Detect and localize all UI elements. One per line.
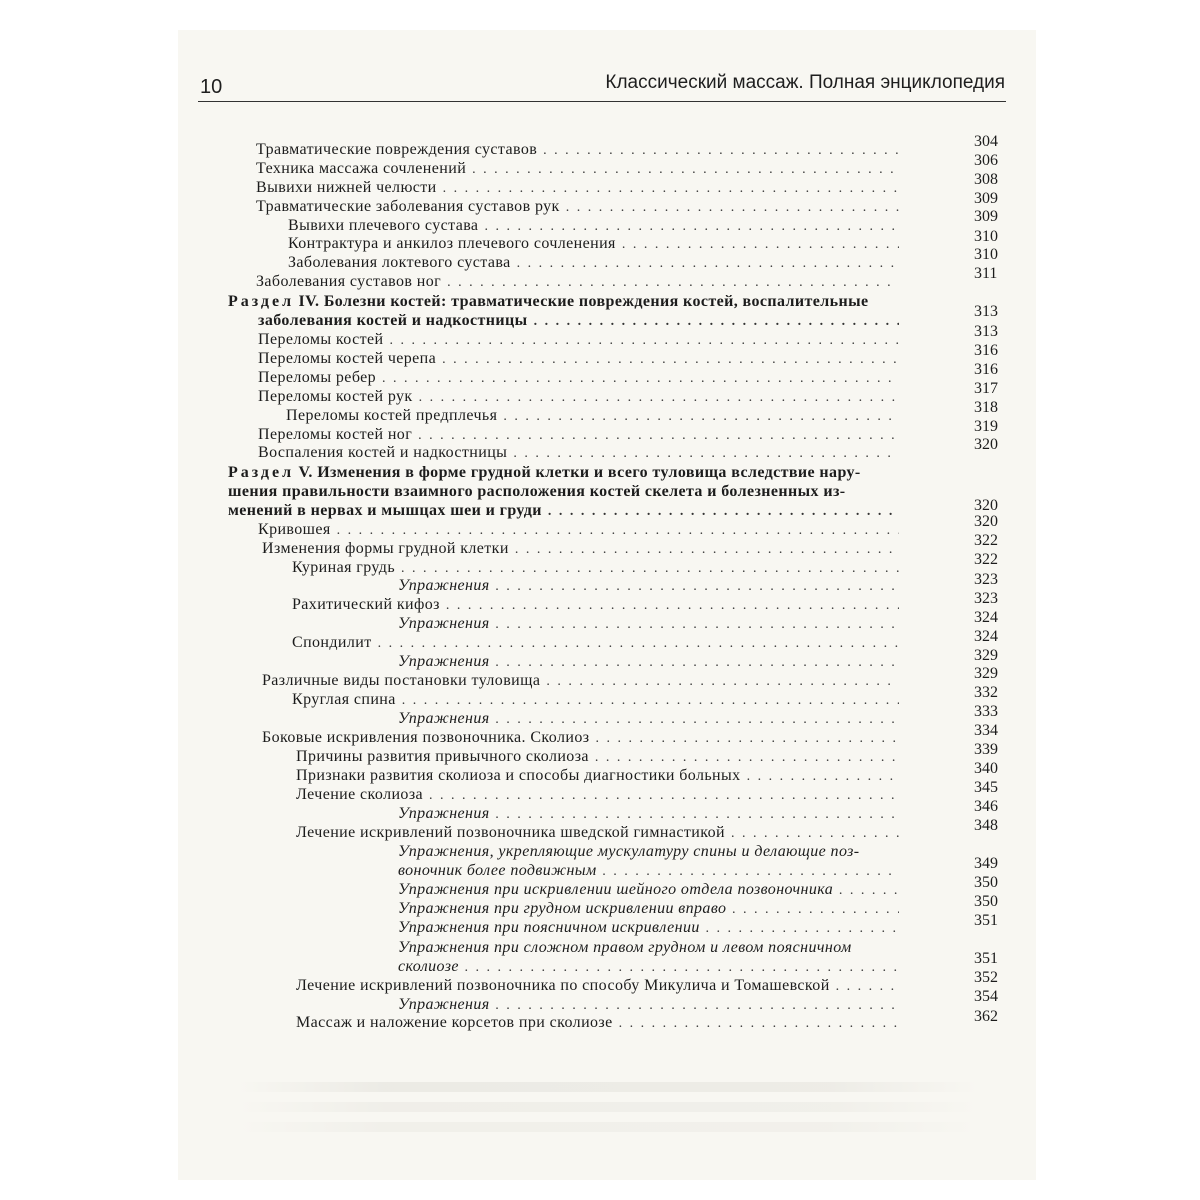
toc-entry-text: Причины развития привычного сколиоза: [296, 748, 589, 765]
dot-leader: [731, 824, 899, 842]
toc-page-number: 333: [974, 703, 998, 720]
toc-entry-title: [296, 976, 830, 995]
dot-leader: [382, 369, 899, 387]
section-label: Раздел: [228, 293, 295, 310]
toc-entry-text: Упражнения при грудном искривлении вправо: [398, 900, 727, 917]
section-label: Раздел: [228, 464, 295, 481]
toc-entry-text: Переломы костей: [258, 331, 384, 348]
toc-entry-title: [256, 197, 560, 216]
dot-leader: [566, 198, 899, 216]
toc-entry: [288, 216, 899, 235]
dot-leader: [496, 710, 899, 728]
toc-entry: [398, 938, 852, 957]
toc-page-number: 323: [974, 571, 998, 588]
toc-entry-title: [258, 425, 412, 444]
toc-entry-text: Вывихи плечевого сустава: [288, 217, 479, 234]
book-title: Классический массаж. Полная энциклопедия: [605, 72, 1005, 93]
toc-entry-title: [228, 464, 861, 481]
dot-leader: [747, 767, 899, 785]
toc-entry: [398, 861, 899, 880]
toc-entry: [288, 253, 899, 272]
toc-entry-title: [292, 558, 395, 577]
toc-entry: [262, 728, 899, 747]
dot-leader: [418, 426, 899, 444]
toc-entry-text: Переломы ребер: [258, 369, 377, 386]
dot-leader: [839, 881, 899, 899]
toc-page-number: 317: [974, 380, 998, 397]
toc-entry-text: Упражнения: [398, 615, 490, 632]
toc-entry: [398, 842, 860, 861]
toc-entry-title: [292, 690, 396, 709]
dot-leader: [836, 977, 899, 995]
toc-entry-title: [296, 1013, 613, 1032]
toc-entry: [296, 785, 899, 804]
toc-entry-title: [262, 728, 589, 747]
toc-entry-title: [296, 785, 423, 804]
dot-leader: [603, 862, 899, 880]
toc-page-number: 362: [974, 1008, 998, 1025]
toc-entry-text: Куриная грудь: [292, 559, 396, 576]
toc-entry-title: [296, 823, 725, 842]
toc-page-number: 306: [974, 152, 998, 169]
toc-entry-title: [296, 747, 589, 766]
toc-page-number: 309: [974, 190, 998, 207]
toc-entry-text: Контрактура и анкилоз плечевого сочленения: [288, 235, 616, 252]
dot-leader: [546, 672, 899, 690]
toc-entry: [296, 747, 899, 766]
toc-entry-title: [228, 293, 869, 310]
toc-entry-title: [398, 709, 490, 728]
toc-page-number: 345: [974, 779, 998, 796]
dot-leader: [619, 1014, 899, 1032]
toc-page-number: 310: [974, 228, 998, 245]
toc-entry-text: Упражнения: [398, 996, 490, 1013]
toc-entry: [228, 463, 861, 482]
toc-entry-text: Круглая спина: [292, 691, 396, 708]
toc-entry-title: [398, 939, 852, 956]
toc-entry-text: Упражнения, укрепляющие мускулатуру спины и делающие поз-: [398, 843, 860, 860]
toc-entry-title: [398, 804, 490, 823]
toc-entry: [228, 501, 899, 520]
toc-entry-title: [398, 843, 860, 860]
toc-entry-text: менений в нервах и мышцах шеи и груди: [228, 502, 542, 519]
dot-leader: [465, 958, 899, 976]
toc-page-number: 348: [974, 817, 998, 834]
toc-entry-text: заболевания костей и надкостницы: [258, 312, 528, 329]
toc-entry-title: [398, 880, 833, 899]
toc-entry-text: Переломы костей черепа: [258, 350, 437, 367]
toc-entry: [258, 520, 899, 539]
toc-entry-text: Воспаления костей и надкостницы: [258, 444, 508, 461]
dot-leader: [496, 805, 899, 823]
toc-entry-text: Упражнения при поясничном искривлении: [398, 919, 700, 936]
toc-entry-text: Переломы костей ног: [258, 426, 413, 443]
toc-entry-title: [258, 443, 507, 462]
toc-entry: [398, 880, 899, 899]
dot-leader: [496, 615, 899, 633]
dot-leader: [447, 273, 899, 291]
toc-entry: [296, 976, 899, 995]
toc-entry-text: Рахитический кифоз: [292, 596, 440, 613]
dot-leader: [378, 634, 899, 652]
toc-entry-title: [258, 349, 436, 368]
toc-entry-text: Кривошея: [258, 521, 331, 538]
toc-entry-title: [398, 576, 490, 595]
toc-entry-title: [262, 539, 509, 558]
toc-entry-title: [286, 406, 497, 425]
book-page: [178, 30, 1036, 1180]
dot-leader: [595, 729, 899, 747]
toc-entry-text: Массаж и наложение корсетов при сколиозе: [296, 1014, 613, 1031]
toc-entry-text: Упражнения: [398, 653, 490, 670]
dot-leader: [442, 350, 899, 368]
toc-entry-title: [258, 387, 413, 406]
dot-leader: [337, 521, 899, 539]
toc-entry: [292, 558, 899, 577]
toc-page-number: 350: [974, 874, 998, 891]
toc-entry: [398, 957, 899, 976]
toc-entry-title: [258, 330, 383, 349]
toc-entry-text: Переломы костей рук: [258, 388, 413, 405]
toc-entry: [256, 178, 899, 197]
toc-page-number: 324: [974, 609, 998, 626]
toc-entry-text: Травматические повреждения суставов: [256, 141, 538, 158]
toc-page-number: 311: [974, 265, 998, 282]
dot-leader: [419, 388, 899, 406]
toc-page-number: 319: [974, 418, 998, 435]
toc-page-number: 349: [974, 855, 998, 872]
toc-entry: [288, 234, 899, 253]
dot-leader: [706, 919, 899, 937]
toc-entry-text: Вывихи нижней челюсти: [256, 179, 437, 196]
toc-entry-title: [288, 216, 478, 235]
toc-entry: [256, 272, 899, 291]
toc-entry-text: Боковые искривления позвоночника. Сколиоз: [262, 729, 590, 746]
toc-entry: [258, 387, 899, 406]
toc-page-number: 351: [974, 950, 998, 967]
toc-entry: [292, 690, 899, 709]
toc-entry: [398, 918, 899, 937]
toc-entry-text: Упражнения: [398, 805, 490, 822]
dot-leader: [513, 444, 899, 462]
toc-entry: [256, 140, 899, 159]
dot-leader: [472, 160, 899, 178]
toc-entry-text: IV. Болезни костей: травматические повреждения костей, воспалительные: [298, 293, 869, 310]
toc-page-number: 340: [974, 760, 998, 777]
toc-entry: [258, 443, 899, 462]
toc-entry-title: [288, 253, 511, 272]
dot-leader: [429, 786, 899, 804]
toc-entry-title: [292, 633, 372, 652]
toc-entry-title: [256, 178, 437, 197]
toc-entry: [296, 1013, 899, 1032]
dot-leader: [496, 577, 899, 595]
toc-entry-text: Упражнения при сложном правом грудном и левом поясничном: [398, 939, 852, 956]
toc-entry-text: Лечение искривлений позвоночника шведской гимнастикой: [296, 824, 725, 841]
toc-page-number: 334: [974, 722, 998, 739]
toc-entry: [286, 406, 899, 425]
toc-entry-text: Изменения формы грудной клетки: [262, 540, 509, 557]
toc-page-number: 329: [974, 647, 998, 664]
toc-entry-title: [288, 234, 616, 253]
toc-entry: [258, 349, 899, 368]
page-number: 10: [200, 76, 223, 98]
toc-entry: [256, 159, 899, 178]
toc-page-number: 322: [974, 551, 998, 568]
toc-entry-text: V. Изменения в форме грудной клетки и всего туловища вследствие нару-: [298, 464, 861, 481]
toc-page-number: 329: [974, 665, 998, 682]
toc-entry: [296, 766, 899, 785]
toc-entry: [262, 671, 899, 690]
dot-leader: [484, 217, 899, 235]
dot-leader: [446, 596, 899, 614]
toc-page-number: 351: [974, 912, 998, 929]
toc-entry-text: сколиозе: [398, 958, 459, 975]
dot-leader: [503, 407, 899, 425]
toc-entry: [256, 197, 899, 216]
toc-page-number: 339: [974, 741, 998, 758]
toc-page-number: 309: [974, 208, 998, 225]
toc-page-number: 304: [974, 133, 998, 150]
toc-entry: [398, 652, 899, 671]
toc-entry-text: Травматические заболевания суставов рук: [256, 198, 560, 215]
dot-leader: [515, 540, 899, 558]
toc-entry: [228, 292, 869, 311]
dot-leader: [548, 502, 899, 520]
toc-entry-text: Лечение сколиоза: [296, 786, 424, 803]
toc-entry-text: Признаки развития сколиоза и способы диагностики больных: [296, 767, 741, 784]
toc-entry-title: [398, 918, 700, 937]
dot-leader: [732, 900, 899, 918]
toc-entry-text: Упражнения: [398, 577, 490, 594]
toc-entry: [292, 595, 899, 614]
toc-entry-text: Переломы костей предплечья: [286, 407, 498, 424]
table-of-contents: [178, 30, 1036, 1180]
dot-leader: [389, 331, 899, 349]
toc-entry: [398, 995, 899, 1014]
toc-page-number: 313: [974, 323, 998, 340]
toc-entry-title: [258, 311, 528, 330]
toc-entry-text: шения правильности взаимного расположения костей скелета и болезненных из-: [228, 483, 846, 500]
toc-entry-text: Техника массажа сочленений: [256, 160, 467, 177]
toc-page-number: 310: [974, 246, 998, 263]
toc-entry-text: Различные виды постановки туловища: [262, 672, 541, 689]
dot-leader: [496, 653, 899, 671]
toc-page-number: 350: [974, 893, 998, 910]
toc-entry-title: [256, 159, 466, 178]
toc-entry: [398, 804, 899, 823]
dot-leader: [595, 748, 899, 766]
toc-entry-title: [398, 652, 490, 671]
toc-entry: [292, 633, 899, 652]
dot-leader: [543, 141, 899, 159]
toc-page-number: 354: [974, 988, 998, 1005]
toc-page-number: 346: [974, 798, 998, 815]
toc-entry-title: [296, 766, 741, 785]
toc-entry: [258, 368, 899, 387]
toc-entry-title: [398, 957, 459, 976]
toc-page-number: 332: [974, 684, 998, 701]
toc-entry-text: Упражнения при искривлении шейного отдела позвоночника: [398, 881, 834, 898]
dot-leader: [622, 235, 899, 253]
toc-entry-title: [262, 671, 540, 690]
toc-entry-title: [256, 272, 441, 291]
toc-entry-text: Заболевания локтевого сустава: [288, 254, 511, 271]
toc-entry-title: [292, 595, 440, 614]
dot-leader: [517, 254, 899, 272]
toc-entry-text: Упражнения: [398, 710, 490, 727]
toc-entry-title: [398, 899, 726, 918]
toc-page-number: 308: [974, 171, 998, 188]
toc-entry-title: [256, 140, 537, 159]
toc-entry-title: [258, 368, 376, 387]
toc-page-number: 323: [974, 590, 998, 607]
toc-page-number: 322: [974, 532, 998, 549]
toc-entry-title: [398, 995, 490, 1014]
toc-page-number: 320: [974, 513, 998, 530]
toc-entry-text: воночник более подвижным: [398, 862, 597, 879]
toc-entry-title: [228, 501, 542, 520]
toc-entry: [398, 614, 899, 633]
toc-entry-title: [398, 614, 490, 633]
toc-entry: [398, 899, 899, 918]
toc-entry: [258, 425, 899, 444]
toc-entry: [398, 576, 899, 595]
toc-page-number: 324: [974, 628, 998, 645]
toc-entry-title: [258, 520, 331, 539]
toc-entry-text: Спондилит: [292, 634, 372, 651]
dot-leader: [534, 312, 899, 330]
toc-entry-text: Заболевания суставов ног: [256, 273, 442, 290]
toc-entry: [398, 709, 899, 728]
toc-entry-text: Лечение искривлений позвоночника по способу Микулича и Томашевской: [296, 977, 830, 994]
toc-page-number: 320: [974, 497, 998, 514]
toc-entry: [258, 330, 899, 349]
dot-leader: [443, 179, 899, 197]
toc-entry-title: [228, 483, 846, 500]
toc-entry: [258, 311, 899, 330]
dot-leader: [402, 691, 899, 709]
toc-entry: [262, 539, 899, 558]
toc-page-number: 352: [974, 969, 998, 986]
dot-leader: [496, 996, 899, 1014]
dot-leader: [401, 559, 899, 577]
toc-entry: [296, 823, 899, 842]
toc-entry: [228, 482, 846, 501]
toc-page-number: 318: [974, 399, 998, 416]
toc-page-number: 313: [974, 303, 998, 320]
toc-entry-title: [398, 861, 597, 880]
toc-page-number: 316: [974, 361, 998, 378]
toc-page-number: 316: [974, 342, 998, 359]
toc-page-number: 320: [974, 436, 998, 453]
